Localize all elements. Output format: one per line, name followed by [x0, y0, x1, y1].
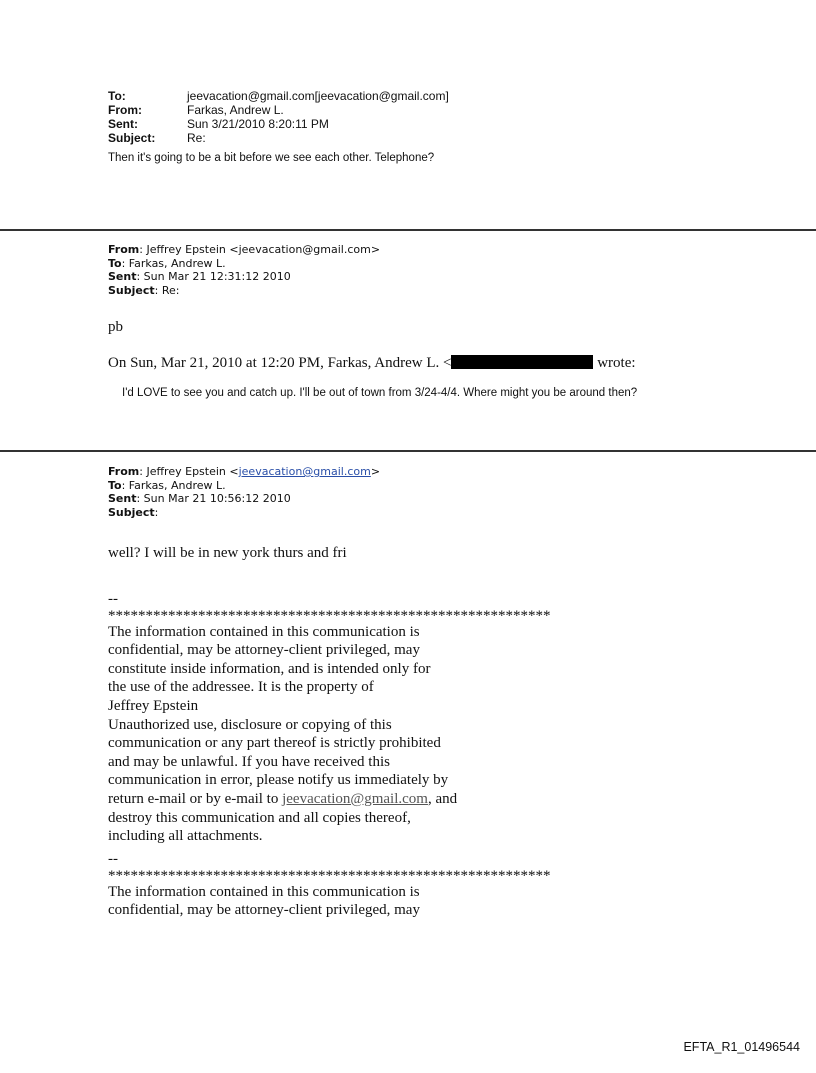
to-label: To: — [108, 89, 126, 103]
sig-line: destroy this communication and all copies thereof, — [108, 809, 411, 826]
sig-line-text: , and — [427, 790, 458, 807]
email3-header — [108, 465, 380, 519]
email3-body: well? I will be in new york thurs and fri — [108, 545, 347, 561]
quote-intro-text: On Sun, Mar 21, 2010 at 12:20 PM, Farkas, Andrew L. < — [108, 355, 452, 371]
subject-label: Subject: — [108, 131, 156, 145]
quoted-message: I'd LOVE to see you and catch up. I'll be out of town from 3/24-4/4. Where might you be around then? — [122, 387, 638, 399]
email2-header — [108, 243, 380, 297]
quote-intro-end: wrote: — [593, 355, 636, 371]
sig-dashes: -- — [108, 851, 118, 867]
sig-line: confidential, may be attorney-client privileged, may — [108, 902, 420, 919]
email1-header — [108, 89, 449, 145]
sig-line: communication or any part thereof is strictly prohibited — [108, 735, 441, 752]
sent-value: : Sun Mar 21 12:31:12 2010 — [136, 270, 291, 283]
sig-stars: *********************************************************** — [108, 867, 551, 884]
sig-line: including all attachments. — [108, 828, 263, 845]
sent-label: Sent: — [108, 117, 138, 131]
to-value: : Farkas, Andrew L. — [121, 478, 226, 492]
to-value: : Farkas, Andrew L. — [121, 256, 226, 270]
sig-line: The information contained in this communication is — [108, 623, 420, 640]
from-value: : Jeffrey Epstein < — [139, 465, 239, 478]
sig-line: Unauthorized use, disclosure or copying of this — [108, 716, 392, 733]
sig-dashes: -- — [108, 591, 118, 607]
to-label: To — [108, 256, 122, 270]
sig-line: the use of the addressee. It is the property of — [108, 679, 374, 696]
divider — [0, 450, 816, 452]
sig-line: The information contained in this communication is — [108, 883, 420, 900]
divider — [0, 229, 816, 231]
sig-line: constitute inside information, and is intended only for — [108, 660, 431, 677]
sig-line: communication in error, please notify us immediately by — [108, 772, 449, 789]
from-value-end: > — [370, 465, 381, 478]
from-label: From — [108, 243, 140, 256]
sig-line — [108, 790, 551, 809]
signature-block — [108, 590, 551, 846]
to-value: jeevacation@gmail.com[jeevacation@gmail.com] — [187, 89, 449, 103]
subject-label: Subject — [108, 505, 155, 519]
email1-body: Then it's going to be a bit before we see each other. Telephone? — [108, 152, 435, 164]
signature-block-2 — [108, 850, 551, 920]
sig-line: confidential, may be attorney-client privileged, may — [108, 642, 420, 659]
sig-line: Jeffrey Epstein — [108, 697, 199, 714]
document-id: EFTA_R1_01496544 — [683, 1040, 800, 1054]
from-email-link[interactable]: jeevacation@gmail.com — [238, 465, 371, 478]
sig-line: and may be unlawful. If you have received this — [108, 753, 390, 770]
from-label: From: — [108, 103, 142, 117]
sent-value: : Sun Mar 21 10:56:12 2010 — [136, 492, 291, 505]
sig-email-link[interactable]: jeevacation@gmail.com — [282, 790, 428, 807]
subject-value: : — [154, 505, 159, 519]
sig-stars: *********************************************************** — [108, 607, 551, 624]
redaction-box — [451, 355, 593, 369]
subject-label: Subject — [108, 283, 155, 297]
sent-label: Sent — [108, 270, 137, 283]
from-value: : Jeffrey Epstein <jeevacation@gmail.com> — [139, 243, 381, 256]
sent-value: Sun 3/21/2010 8:20:11 PM — [187, 117, 329, 131]
email2-body: pb — [108, 319, 123, 335]
subject-value: : Re: — [154, 283, 180, 297]
sig-line-text: return e-mail or by e-mail to — [108, 790, 283, 807]
from-value: Farkas, Andrew L. — [187, 103, 284, 117]
quote-intro — [108, 354, 636, 373]
from-label: From — [108, 465, 140, 478]
sent-label: Sent — [108, 492, 137, 505]
subject-value: Re: — [187, 131, 206, 145]
to-label: To — [108, 478, 122, 492]
